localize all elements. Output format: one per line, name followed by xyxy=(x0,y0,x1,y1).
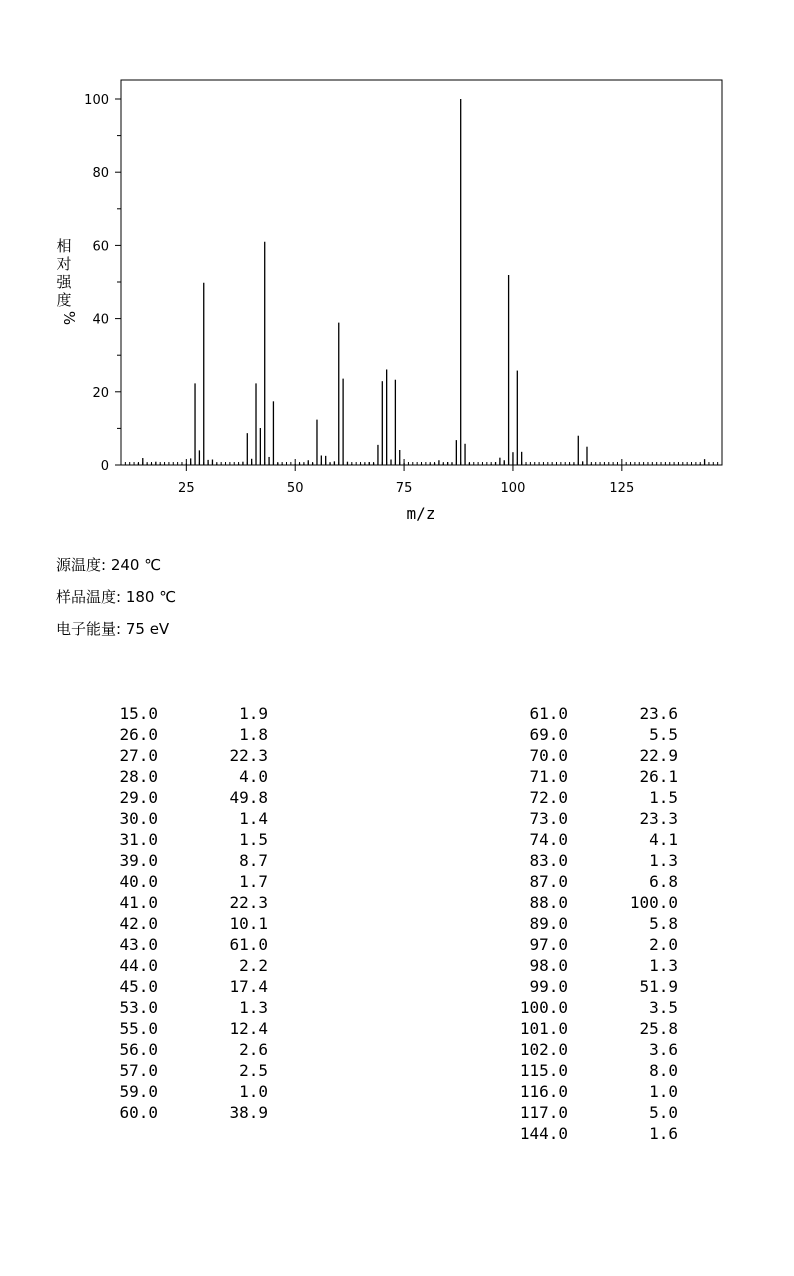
peak-mz: 83.0 xyxy=(529,851,568,870)
x-tick-label: 50 xyxy=(286,481,304,496)
peak-row xyxy=(60,871,268,892)
peak-row xyxy=(60,1102,268,1123)
y-axis-label-char-3: 度 xyxy=(56,291,72,309)
peak-row xyxy=(60,976,268,997)
peak-abundance: 22.3 xyxy=(229,893,268,912)
peak-abundance: 1.8 xyxy=(239,725,268,744)
peak-abundance: 4.0 xyxy=(239,767,268,786)
peak-abundance: 1.0 xyxy=(649,1082,678,1101)
peak-mz: 72.0 xyxy=(529,788,568,807)
peak-row xyxy=(470,1081,678,1102)
peak-abundance: 61.0 xyxy=(229,935,268,954)
peak-row xyxy=(60,997,268,1018)
peak-mz: 28.0 xyxy=(119,767,158,786)
y-tick-label: 60 xyxy=(92,239,109,255)
peak-row xyxy=(470,892,678,913)
peak-mz: 41.0 xyxy=(119,893,158,912)
peak-mz: 61.0 xyxy=(529,704,568,723)
peak-abundance: 12.4 xyxy=(229,1019,268,1038)
peak-mz: 26.0 xyxy=(119,725,158,744)
peak-row xyxy=(470,976,678,997)
peak-row xyxy=(470,1060,678,1081)
peak-mz: 57.0 xyxy=(119,1061,158,1080)
peak-mz: 101.0 xyxy=(519,1019,568,1038)
peak-row xyxy=(60,934,268,955)
peak-row xyxy=(470,1039,678,1060)
peak-abundance: 6.8 xyxy=(649,872,678,891)
peak-abundance: 3.5 xyxy=(649,998,678,1017)
y-axis-label-char-4: % xyxy=(60,310,78,326)
peak-abundance: 38.9 xyxy=(229,1103,268,1122)
peak-abundance: 1.3 xyxy=(649,851,678,870)
peak-row xyxy=(60,1018,268,1039)
peak-abundance: 1.9 xyxy=(239,704,268,723)
peak-abundance: 23.3 xyxy=(639,809,678,828)
peak-abundance: 100.0 xyxy=(629,893,678,912)
peak-mz: 89.0 xyxy=(529,914,568,933)
peak-mz: 144.0 xyxy=(519,1124,568,1143)
sample-temperature-value: 180 ℃ xyxy=(125,588,177,606)
peak-row xyxy=(470,1123,678,1144)
peak-mz: 59.0 xyxy=(119,1082,158,1101)
experiment-conditions xyxy=(56,549,176,645)
peak-mz: 70.0 xyxy=(529,746,568,765)
source-temperature-value: 240 ℃ xyxy=(110,556,162,574)
peak-mz: 87.0 xyxy=(529,872,568,891)
peak-mz: 60.0 xyxy=(119,1103,158,1122)
sample-temperature-label: 样品温度: xyxy=(56,588,122,606)
peak-mz: 53.0 xyxy=(119,998,158,1017)
peak-abundance: 8.0 xyxy=(649,1061,678,1080)
peak-mz: 117.0 xyxy=(519,1103,568,1122)
spectrum-peaks xyxy=(138,99,704,465)
peak-mz: 43.0 xyxy=(119,935,158,954)
source-temperature-label: 源温度: xyxy=(56,556,107,574)
peak-row xyxy=(60,913,268,934)
peak-row xyxy=(60,1081,268,1102)
y-axis-label-char-0: 相 xyxy=(56,237,72,255)
peak-row xyxy=(470,724,678,745)
peak-mz: 102.0 xyxy=(519,1040,568,1059)
peak-mz: 44.0 xyxy=(119,956,158,975)
peak-row xyxy=(60,955,268,976)
x-axis-label: m/z xyxy=(406,504,436,523)
peak-abundance: 1.7 xyxy=(239,872,268,891)
sample-temperature xyxy=(56,581,176,613)
peak-abundance: 3.6 xyxy=(649,1040,678,1059)
y-tick-label: 100 xyxy=(84,93,109,108)
peak-mz: 27.0 xyxy=(119,746,158,765)
peak-mz: 71.0 xyxy=(529,767,568,786)
peak-abundance: 23.6 xyxy=(639,704,678,723)
peak-row xyxy=(470,1018,678,1039)
peak-abundance: 1.5 xyxy=(649,788,678,807)
y-axis-label xyxy=(56,237,78,325)
peak-row xyxy=(60,829,268,850)
peak-abundance: 17.4 xyxy=(229,977,268,996)
peak-row xyxy=(470,955,678,976)
peak-mz: 15.0 xyxy=(119,704,158,723)
peak-mz: 69.0 xyxy=(529,725,568,744)
peak-abundance: 10.1 xyxy=(229,914,268,933)
peak-mz: 42.0 xyxy=(119,914,158,933)
peak-row xyxy=(60,703,268,724)
y-axis-label-char-2: 强 xyxy=(56,273,72,291)
x-tick-label: 100 xyxy=(500,481,526,496)
peak-mz: 55.0 xyxy=(119,1019,158,1038)
peak-row xyxy=(470,787,678,808)
peak-abundance: 8.7 xyxy=(239,851,268,870)
peak-mz: 97.0 xyxy=(529,935,568,954)
mass-spectrum-chart xyxy=(0,0,794,540)
x-axis xyxy=(178,465,634,496)
peak-row xyxy=(470,934,678,955)
y-axis-label-char-1: 对 xyxy=(56,255,72,273)
peak-row xyxy=(60,787,268,808)
electron-energy xyxy=(56,613,176,645)
x-tick-label: 125 xyxy=(609,481,635,496)
peak-row xyxy=(470,745,678,766)
peak-mz: 30.0 xyxy=(119,809,158,828)
source-temperature xyxy=(56,549,176,581)
peak-abundance: 1.3 xyxy=(239,998,268,1017)
y-tick-label: 40 xyxy=(92,312,109,328)
peak-mz: 40.0 xyxy=(119,872,158,891)
peak-row xyxy=(470,829,678,850)
peak-abundance: 22.9 xyxy=(639,746,678,765)
peak-abundance: 2.5 xyxy=(239,1061,268,1080)
peak-mz: 74.0 xyxy=(529,830,568,849)
peak-row xyxy=(60,892,268,913)
peak-row xyxy=(470,913,678,934)
peak-table-left xyxy=(60,703,268,1123)
peak-mz: 29.0 xyxy=(119,788,158,807)
peak-mz: 56.0 xyxy=(119,1040,158,1059)
peak-abundance: 26.1 xyxy=(639,767,678,786)
peak-abundance: 22.3 xyxy=(229,746,268,765)
peak-mz: 45.0 xyxy=(119,977,158,996)
peak-row xyxy=(60,724,268,745)
peak-abundance: 1.6 xyxy=(649,1124,678,1143)
peak-abundance: 2.6 xyxy=(239,1040,268,1059)
peak-row xyxy=(60,1039,268,1060)
peak-abundance: 5.0 xyxy=(649,1103,678,1122)
peak-row xyxy=(470,1102,678,1123)
peak-mz: 116.0 xyxy=(519,1082,568,1101)
peak-abundance: 1.0 xyxy=(239,1082,268,1101)
peak-row xyxy=(470,766,678,787)
peak-row xyxy=(60,808,268,829)
peak-abundance: 1.4 xyxy=(239,809,268,828)
peak-abundance: 51.9 xyxy=(639,977,678,996)
peak-mz: 100.0 xyxy=(519,998,568,1017)
peak-row xyxy=(470,808,678,829)
peak-row xyxy=(470,997,678,1018)
plot-frame xyxy=(121,80,722,465)
peak-abundance: 2.2 xyxy=(239,956,268,975)
peak-abundance: 4.1 xyxy=(649,830,678,849)
peak-row xyxy=(470,703,678,724)
peak-abundance: 1.5 xyxy=(239,830,268,849)
peak-table-right xyxy=(470,703,678,1144)
electron-energy-value: 75 eV xyxy=(125,620,170,638)
x-tick-label: 25 xyxy=(178,481,195,496)
peak-row xyxy=(60,745,268,766)
y-tick-label: 0 xyxy=(100,459,109,474)
peak-abundance: 1.3 xyxy=(649,956,678,975)
peak-row xyxy=(60,850,268,871)
peak-abundance: 25.8 xyxy=(639,1019,678,1038)
y-tick-label: 20 xyxy=(92,385,109,401)
peak-mz: 73.0 xyxy=(529,809,568,828)
peak-mz: 115.0 xyxy=(519,1061,568,1080)
peak-mz: 39.0 xyxy=(119,851,158,870)
peak-abundance: 49.8 xyxy=(229,788,268,807)
peak-abundance: 2.0 xyxy=(649,935,678,954)
y-tick-label: 80 xyxy=(92,166,109,182)
peak-row xyxy=(60,1060,268,1081)
x-tick-label: 75 xyxy=(395,481,413,496)
peak-row xyxy=(470,871,678,892)
electron-energy-label: 电子能量: xyxy=(56,620,122,638)
y-axis xyxy=(84,93,121,474)
peak-mz: 31.0 xyxy=(119,830,158,849)
peak-mz: 88.0 xyxy=(529,893,568,912)
peak-mz: 98.0 xyxy=(529,956,568,975)
peak-abundance: 5.8 xyxy=(649,914,678,933)
peak-mz: 99.0 xyxy=(529,977,568,996)
peak-abundance: 5.5 xyxy=(649,725,678,744)
peak-row xyxy=(60,766,268,787)
peak-row xyxy=(470,850,678,871)
